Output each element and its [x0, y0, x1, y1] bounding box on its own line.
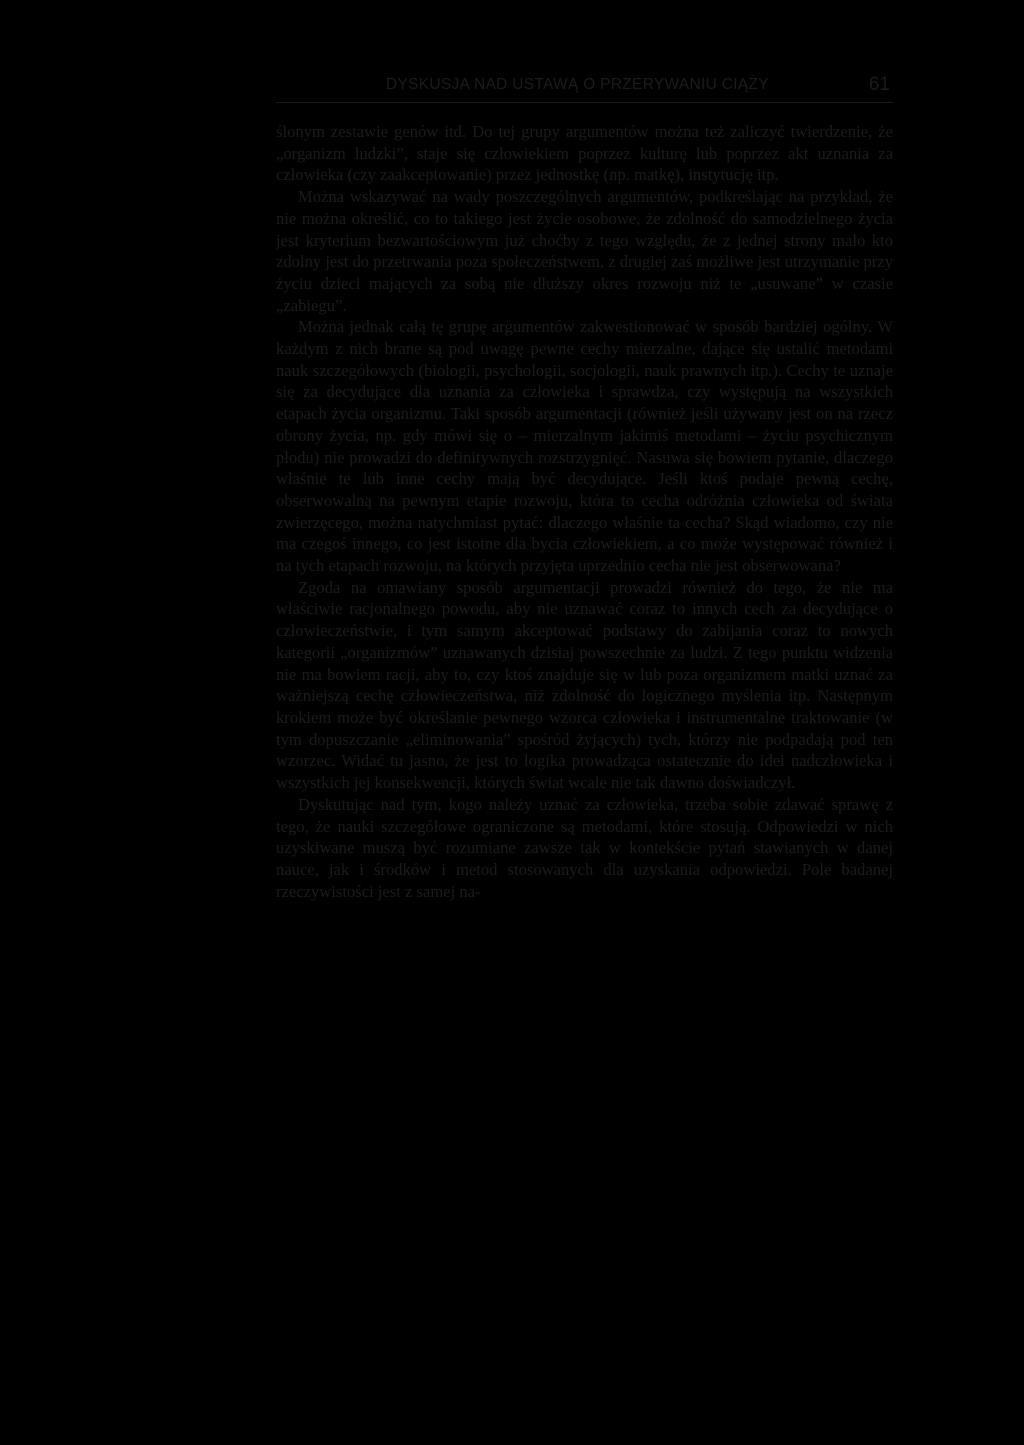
- paragraph: Dyskutując nad tym, kogo należy uznać za człowieka, trzeba sobie zdawać sprawę z tego, że nauki szczegółowe ograniczone są metodami, które stosują. Odpowiedzi w nich uzyskiwane muszą być rozumiane zawsze tak w kontekście pytań stawianych w danej nauce, jak i środków i metod stosowanych dla uzyskania odpowiedzi. Pole badanej rzeczywistości jest z samej na-: [276, 794, 893, 901]
- body-text: [276, 121, 893, 902]
- running-head: DYSKUSJA NAD USTAWĄ O PRZERYWANIU CIĄŻY: [386, 76, 769, 93]
- book-page: [276, 74, 893, 902]
- paragraph: Można jednak całą tę grupę argumentów zakwestionować w sposób bardziej ogólny. W każdym z nich brane są pod uwagę pewne cechy mierzalne, dające się ustalić metodami nauk szczegółowych (biologii, psychologii, socjologii, nauk prawnych itp.). Cechy te uznaje się za decydujące dla uznania za człowieka i sprawdza, czy występują na wszystkich etapach życia organizmu. Taki sposób argumentacji (również jeśli używany jest on na rzecz obrony życia, np. gdy mówi się o – mierzalnym jakimiś metodami – życiu psychicznym płodu) nie prowadzi do definitywnych rozstrzygnięć. Nasuwa się bowiem pytanie, dlaczego właśnie te lub inne cechy mają być decydujące. Jeśli ktoś podaje pewną cechę, obserwowalną na pewnym etapie rozwoju, która to cecha odróżnia człowieka od świata zwierzęcego, można natychmiast pytać: dlaczego właśnie ta cecha? Skąd wiadomo, czy nie ma czegoś innego, co jest istotne dla bycia człowiekiem, a co może występować również i na tych etapach rozwoju, na których przyjęta uprzednio cecha nie jest obserwowana?: [276, 317, 893, 576]
- paragraph: ślonym zestawie genów itd. Do tej grupy argumentów można też zaliczyć twierdzenie, że „organizm ludzki”, staje się człowiekiem poprzez kulturę lub poprzez akt uznania za człowieka (czy zaakceptowanie) przez jednostkę (np. matkę), instytucję itp.: [276, 122, 893, 185]
- page-header: [276, 74, 893, 103]
- paragraph: Można wskazywać na wady poszczególnych argumentów, podkreślając na przykład, że nie można określić, co to takiego jest życie osobowe, że zdolność do samodzielnego życia jest kryterium bezwartościowym już choćby z tego względu, że z jednej strony mało kto zdolny jest do przetrwania poza społeczeństwem, z drugiej zaś możliwe jest utrzymanie przy życiu dzieci mających za sobą nie dłuższy okres rozwoju niż te „usuwane” w czasie „zabiegu”.: [276, 187, 893, 315]
- page-number: 61: [868, 74, 890, 95]
- paragraph: Zgoda na omawiany sposób argumentacji prowadzi również do tego, że nie ma właściwie racjonalnego powodu, aby nie uznawać coraz to innych cech za decydujące o człowieczeństwie, i tym samym akceptować podstawy do zabijania coraz to nowych kategorii „organizmów” uznawanych dzisiaj powszechnie za ludzi. Z tego punktu widzenia nie ma bowiem racji, aby to, czy ktoś znajduje się w lub poza organizmem matki uznać za ważniejszą cechę człowieczeństwa, niż zdolność do logicznego myślenia itp. Następnym krokiem może być określanie pewnego wzorca człowieka i instrumentalne traktowanie (w tym dopuszczanie „eliminowania” spośród żyjących) tych, którzy nie podpadają pod ten wzorzec. Widać tu jasno, że jest to logika prowadząca ostatecznie do idei nadczłowieka i wszystkich jej konsekwencji, których świat wcale nie tak dawno doświadczył.: [276, 577, 893, 793]
